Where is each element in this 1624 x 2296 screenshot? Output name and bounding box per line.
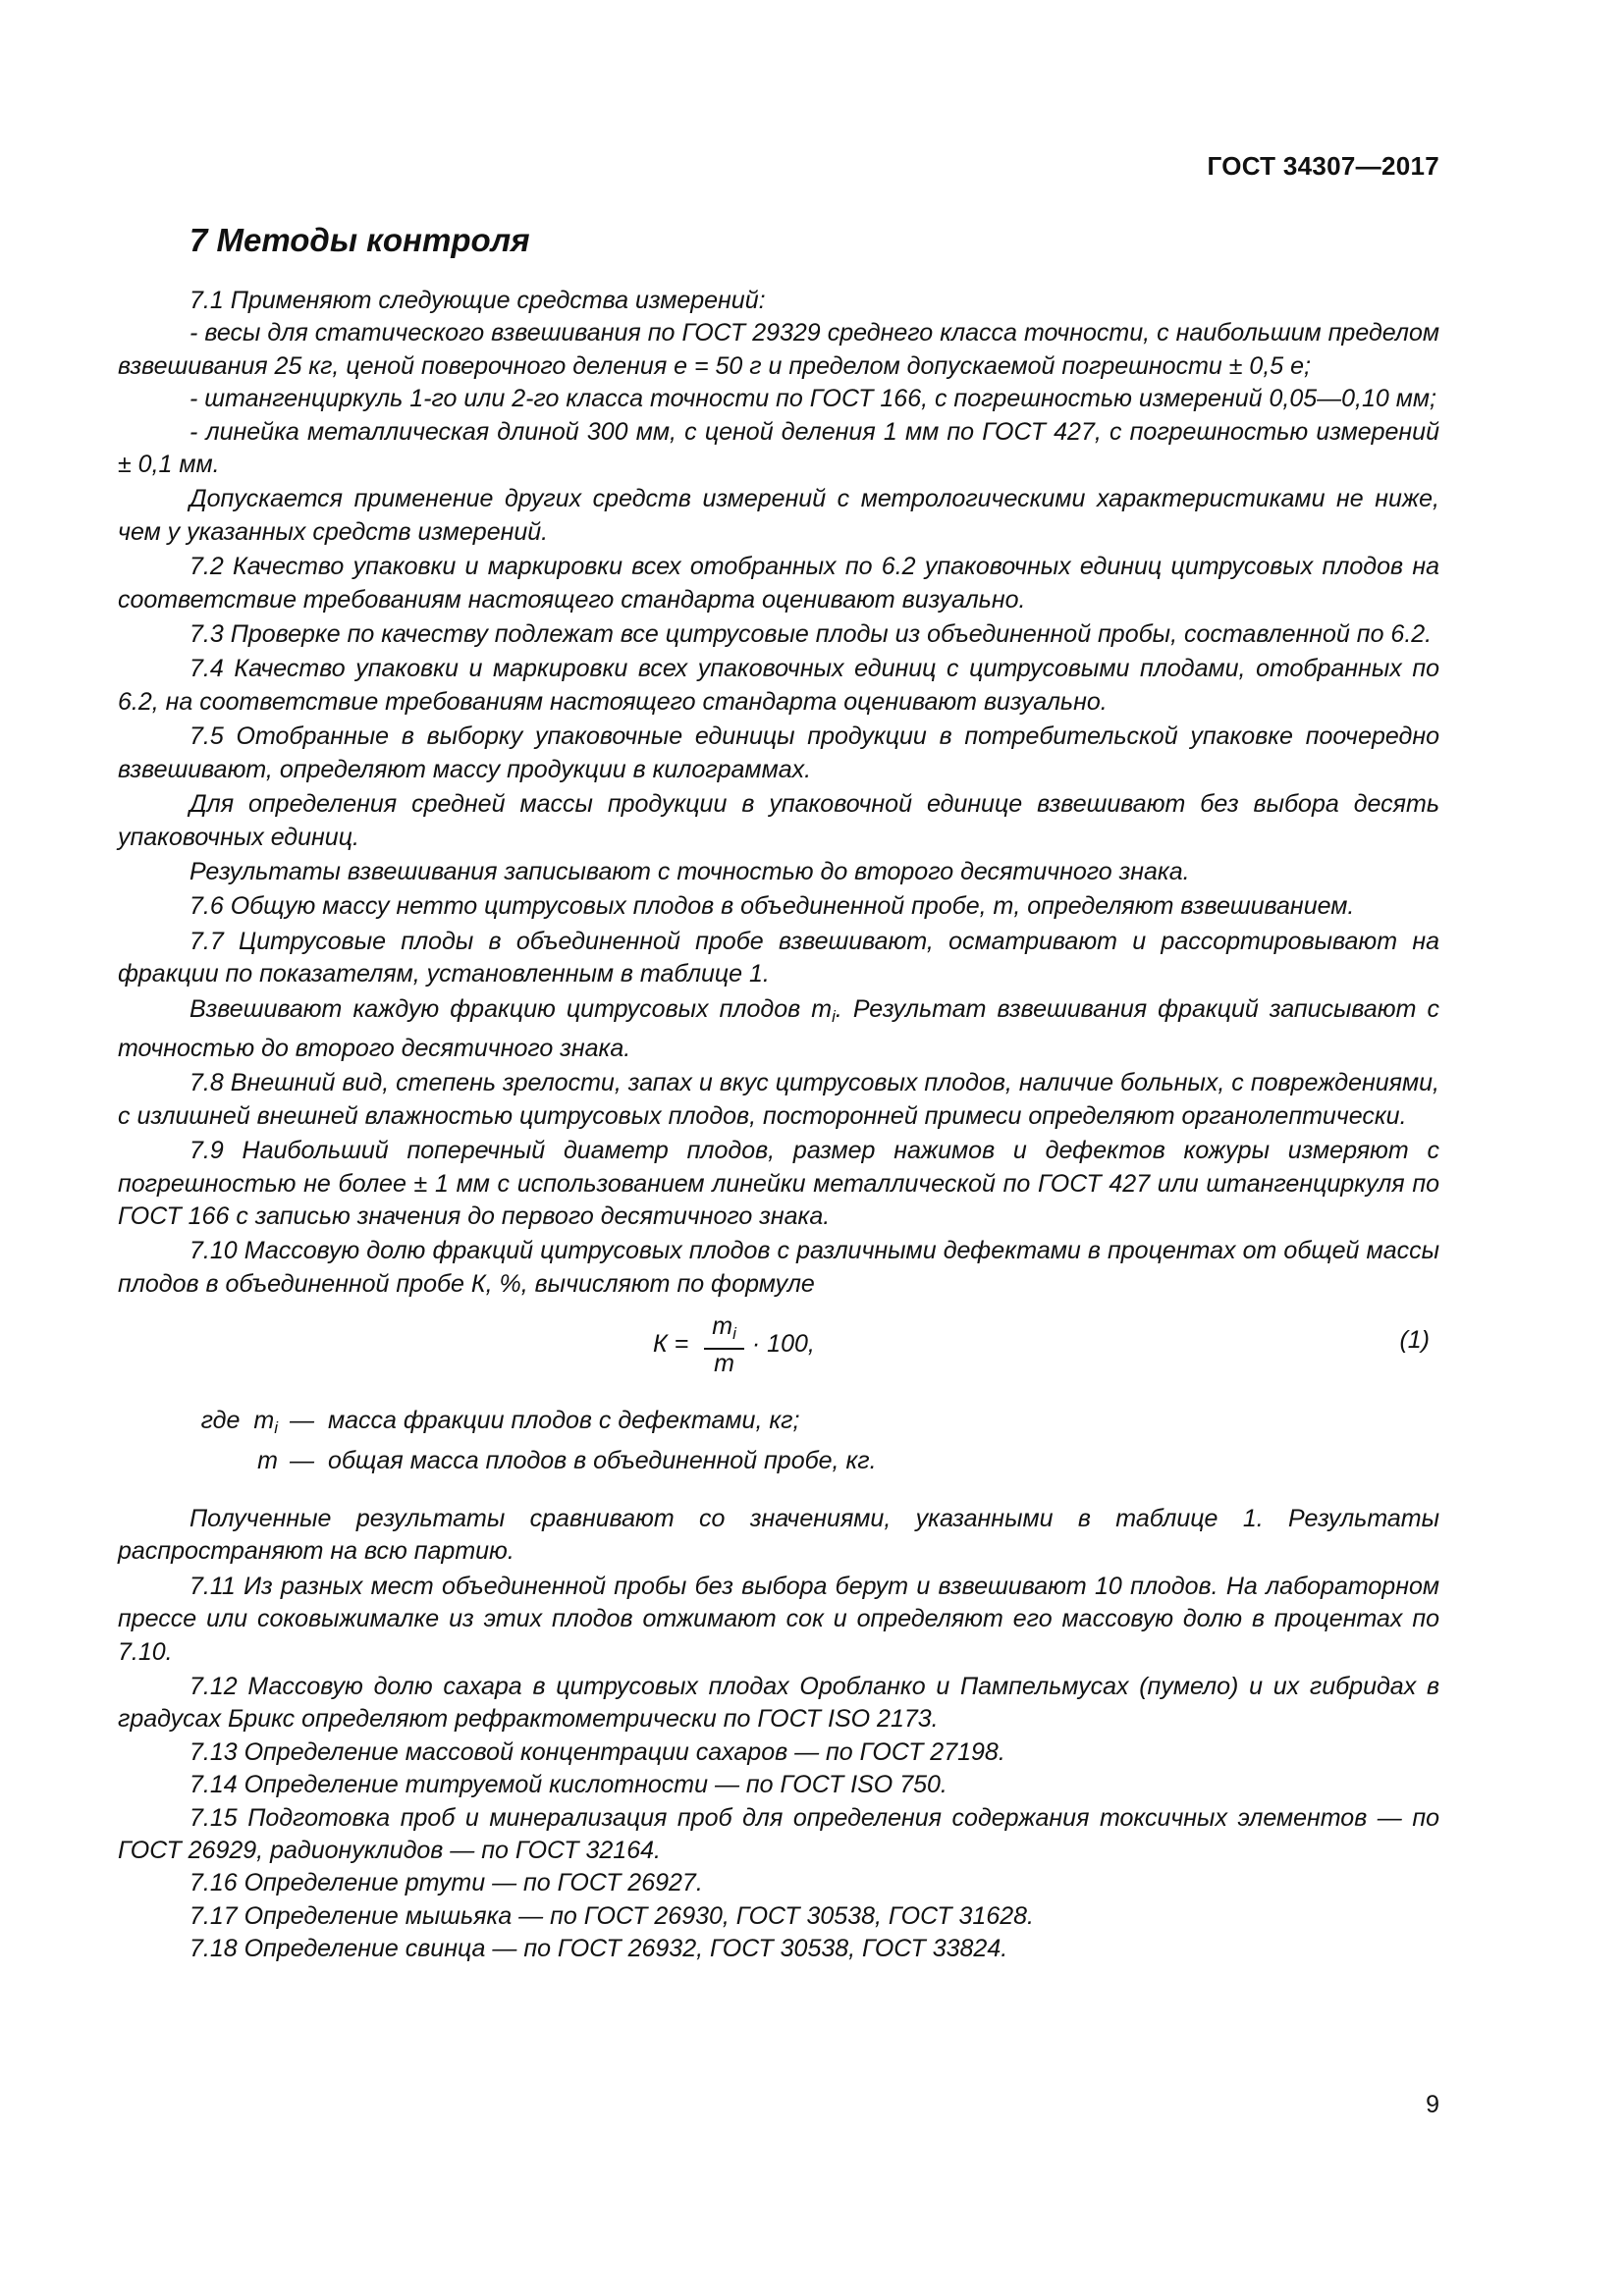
formula-legend [118, 1405, 1439, 1477]
page-number: 9 [1426, 2091, 1439, 2118]
paragraph: 7.8 Внешний вид, степень зрелости, запах и вкус цитрусовых плодов, наличие больных, с повреждениями, с излишней внешней влажностью цитрусовых плодов, посторонней примеси определяют органолептически. [118, 1069, 1439, 1130]
symbol-subscript: i [274, 1418, 278, 1438]
paragraph: 7.5 Отобранные в выборку упаковочные единицы продукции в потребительской упаковке поочередно взвешивают, определяют массу продукции в килограммах. [118, 722, 1439, 783]
formula [653, 1312, 815, 1377]
paragraph: 7.10 Массовую долю фракций цитрусовых плодов с различными дефектами в процентах от общей массы плодов в объединенной пробе К, %, вычисляют по формуле [118, 1237, 1439, 1298]
list-item: - штангенциркуль 1-го или 2-го класса точности по ГОСТ 166, с погрешностью измерений 0,05—0,10 мм; [189, 385, 1436, 413]
paragraph: 7.14 Определение титруемой кислотности — по ГОСТ ISO 750. [189, 1771, 947, 1799]
formula-row [118, 1305, 1439, 1381]
paragraph: 7.6 Общую массу нетто цитрусовых плодов в объединенной пробе, m, определяют взвешиванием. [189, 892, 1355, 921]
section-title: 7 Методы контроля [189, 222, 530, 258]
paragraph: 7.9 Наибольший поперечный диаметр плодов, размер нажимов и дефектов кожуры измеряют с погрешностью не более ± 1 мм с использованием линейки металлической по ГОСТ 427 или штангенциркуля по ГОСТ 166 с записью значения до первого десятичного знака. [118, 1137, 1439, 1230]
paragraph: 7.16 Определение ртути — по ГОСТ 26927. [189, 1869, 703, 1897]
numerator-symbol: m [712, 1312, 733, 1341]
paragraph: 7.18 Определение свинца — по ГОСТ 26932, ГОСТ 30538, ГОСТ 33824. [189, 1935, 1008, 1963]
formula-lhs: К = [653, 1330, 689, 1359]
list-item: - линейка металлическая длиной 300 мм, с ценой деления 1 мм по ГОСТ 427, с погрешностью измерений ± 0,1 мм. [118, 417, 1439, 479]
fraction-denominator: m [714, 1350, 734, 1378]
paragraph: Результаты взвешивания записывают с точностью до второго десятичного знака. [189, 857, 1190, 885]
document-body [118, 285, 1439, 1966]
legend-prefix: где [200, 1407, 241, 1435]
legend-row [118, 1445, 1439, 1477]
paragraph: 7.17 Определение мышьяка — по ГОСТ 26930, ГОСТ 30538, ГОСТ 31628. [189, 1901, 1034, 1930]
legend-symbol [118, 1405, 290, 1444]
symbol: m [257, 1446, 278, 1474]
paragraph: Полученные результаты сравнивают со значениями, указанными в таблице 1. Результаты распространяют на всю партию. [118, 1505, 1439, 1566]
text: Взвешивают каждую фракцию цитрусовых плодов m [189, 994, 833, 1023]
text: . Результат взвешивания фракций записывают с точностью до второго десятичного знака. [118, 994, 1439, 1062]
legend-dash: — [290, 1407, 314, 1435]
legend-dash: — [290, 1446, 314, 1474]
numerator-subscript: i [732, 1324, 736, 1344]
paragraph: 7.13 Определение массовой концентрации сахаров — по ГОСТ 27198. [189, 1737, 1005, 1766]
equation-number: (1) [1399, 1326, 1430, 1355]
paragraph: Допускается применение других средств измерений с метрологическими характеристиками не ниже, чем у указанных средств измерений. [118, 485, 1439, 546]
legend-row [118, 1405, 1439, 1444]
fraction [704, 1312, 744, 1377]
paragraph: 7.1 Применяют следующие средства измерений: [189, 287, 766, 314]
legend-description: общая масса плодов в объединенной пробе, кг. [328, 1446, 877, 1474]
paragraph: 7.7 Цитрусовые плоды в объединенной пробе взвешивают, осматривают и рассортировывают на фракции по показателям, установленным в таблице 1. [118, 927, 1439, 988]
formula-rhs: · 100, [751, 1330, 815, 1359]
subscript: i [832, 1006, 836, 1026]
paragraph: Для определения средней массы продукции в упаковочной единице взвешивают без выбора десять упаковочных единиц. [118, 790, 1439, 851]
fraction-numerator [704, 1312, 744, 1350]
list-item: - весы для статического взвешивания по ГОСТ 29329 среднего класса точности, с наибольшим пределом взвешивания 25 кг, ценой поверочного деления е = 50 г и пределом допускаемой погрешности ± 0,5 е; [118, 319, 1439, 380]
legend-description: масса фракции плодов с дефектами, кг; [328, 1407, 800, 1435]
paragraph: 7.12 Массовую долю сахара в цитрусовых плодах Оробланко и Пампельмусах (пумело) и их гибридах в градусах Брикс определяют рефрактометрически по ГОСТ ISO 2173. [118, 1673, 1439, 1734]
symbol: m [253, 1407, 275, 1435]
paragraph: 7.11 Из разных мест объединенной пробы без выбора берут и взвешивают 10 плодов. На лабораторном прессе или соковыжималке из этих плодов отжимают сок и определяют его массовую долю в процентах по 7.10. [118, 1572, 1439, 1666]
standard-code: ГОСТ 34307—2017 [1207, 151, 1439, 181]
paragraph: 7.3 Проверке по качеству подлежат все цитрусовые плоды из объединенной пробы, составленной по 6.2. [189, 620, 1433, 649]
paragraph: 7.2 Качество упаковки и маркировки всех отобранных по 6.2 упаковочных единиц цитрусовых плодов на соответствие требованиям настоящего стандарта оценивают визуально. [118, 553, 1439, 614]
paragraph: 7.4 Качество упаковки и маркировки всех упаковочных единиц с цитрусовыми плодами, отобранных по 6.2, на соответствие требованиям настоящего стандарта оценивают визуально. [118, 655, 1439, 716]
paragraph [118, 993, 1439, 1066]
legend-symbol [118, 1445, 290, 1477]
paragraph: 7.15 Подготовка проб и минерализация проб для определения содержания токсичных элементов — по ГОСТ 26929, радионуклидов — по ГОСТ 32164. [118, 1803, 1439, 1865]
